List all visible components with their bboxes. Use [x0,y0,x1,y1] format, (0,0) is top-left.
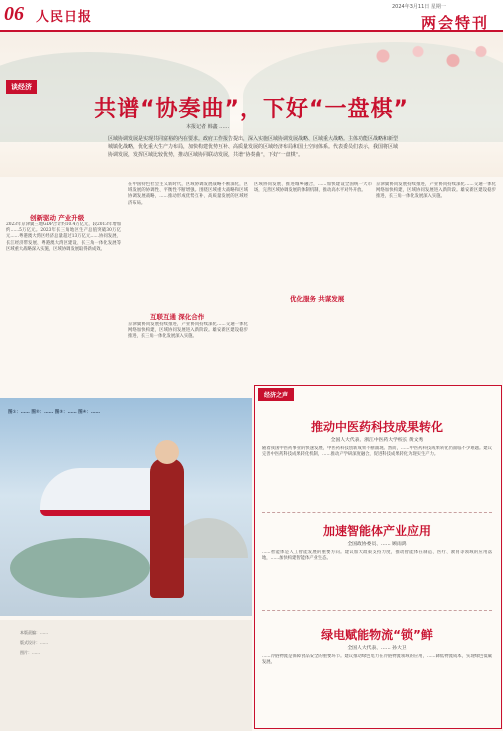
credits-block [0,620,252,731]
subhead-1: 创新驱动 产业升级 [30,214,85,222]
photo-collage [0,398,252,616]
article-title: 绿电赋能物流“锁”鲜 [321,628,433,642]
economy-voice-tab: 经济之声 [258,388,294,401]
subhead-3: 优化服务 共谋发展 [290,295,345,303]
feature-banner [0,32,503,177]
article-author: 全国人大代表、…… 孙大卫 [347,646,407,651]
credit-line: 版式设计：…… [20,640,48,645]
article-author: 全国政协委员、…… 顾雨鸿 [347,542,407,547]
article-author: 全国人大代表、浙江中医药大学校长 黄文秀 [330,438,424,443]
credit-line: 本版责编：…… [20,630,48,635]
article-column-3: 京津冀协同发展持续推进，产业协同持续深化……交通一体化网络加快构建，区域协同发展进入新阶段。雄安新区建设稳步推进，长三角一体化发展深入实施。 [128,322,248,340]
divider [262,610,492,611]
attendant-figure [150,458,184,598]
subhead-2: 互联互通 深化合作 [150,313,205,321]
article-column-5: 京津冀协同发展持续推进，产业协同持续深化……交通一体化网络加快构建，区域协同发展进入新阶段。雄安新区建设稳步推进，长三角一体化发展深入实施。 [376,182,496,200]
article-title: 加速智能体产业应用 [322,524,431,538]
issue-date: 2024年3月11日 星期一 [392,4,446,10]
attendant-head [155,440,179,464]
page-number: 06 [4,3,24,25]
feature-byline: 本报记者 韩鑫 …… [186,124,230,130]
masthead [0,0,503,32]
feature-headline: 共谱“协奏曲”，下好“一盘棋” [94,97,409,122]
flower-illustration [355,38,495,83]
section-title: 两会特刊 [420,14,489,32]
article-column-2: 在中国特色社会主义新时代，区域协调发展战略不断深化，区域发展的协调性、平衡性不断增强。围绕区域重大战略和区域协调发展战略，……推动形成优势互补、高质量发展的区域经济布局。 [128,182,248,206]
article-title: 推动中医药科技成果转化 [310,420,443,434]
newspaper-logo: 人民日报 [36,10,93,25]
article-column-4: 区域协同发展、推进城乡融合，……加快建设全国统一大市场，完善区域协调发展的体制机制，推动高水平对外开放。 [254,182,372,194]
article-body: ……智能体是人工智能发展的重要方向。建议加大政策支持力度，推动智能体在制造、医疗、教育等领域的应用落地，……加快构建智能体产业生态。 [262,550,492,562]
divider [262,512,492,513]
article-column-1: 2023年京津冀三地GDP合计约10.4万亿元，较2013年增加约……5万亿元。2023年长三角地区生产总值突破30万亿元……粤港澳大湾区经济总量超过13万亿元……协同发展、长江经济带发展、粤港澳大湾区建设、长三角一体化发展等区域重大战略深入实施，区域协调发展取得新成效。 [6,222,121,252]
feature-lead: 区域协调发展是实现共同富裕的内在要求。政府工作报告提出，深入实施区域协调发展战略、区域重大战略。主体功能区战略和新型城镇化战略，优化重大生产力布局，加快构建优势互补、高质量发展的区域经济布局和国土空间体系。代表委员们表示，我国将区域协调发展，发挥区域比较优势，推动区域协同联动发展，共谱“协奏曲”，下好“一盘棋”。 [108,136,399,158]
stadium-image [10,538,150,598]
credit-line: 图片：…… [20,650,40,655]
feature-badge: 谈经济 [6,80,37,94]
photo-caption: 图①：…… 图②：…… 图③：…… 图④：…… [8,410,100,415]
article-body: ……冷链物流是保障食品安全的重要环节。建议推动绿色电力在冷链物流领域的应用，……降低物流成本，实现绿色低碳发展。 [262,654,492,666]
article-body: 随着我国中医药事业的快速发展，中医药科技创新成果不断涌现。然而，……中医药科技成果转化仍面临不少难题。建议完善中医药科技成果转化机制，……推动产学研深度融合，促进科技成果转化为现实生产力。 [262,446,492,458]
